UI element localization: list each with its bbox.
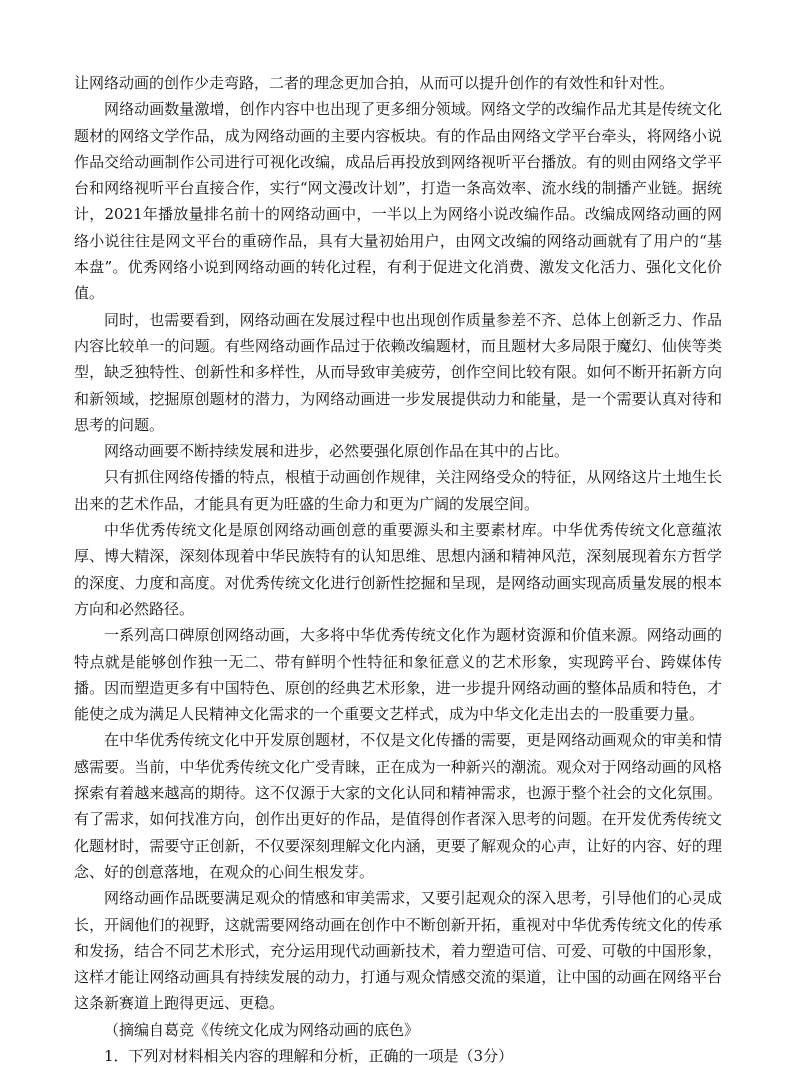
question-1: 1．下列对材料相关内容的理解和分析，正确的一项是（3分） <box>104 1046 514 1065</box>
paragraph: 网络动画数量激增，创作内容中也出现了更多细分领域。网络文学的改编作品尤其是传统文化题材的网络文学作品，成为网络动画的主要内容板块。有的作品由网络文学平台牵头，将网络小说作品交给动画制作公司进行可视化改编，成品后再投放到网络视听平台播放。有的则由网络文学平台和网络视听平台直接合作，实行“网文漫改计划”，打造一条高效率、流水线的制播产业链。据统计，2021年播放量排名前十的网络动画中，一半以上为网络小说改编作品。改编成网络动画的网络小说往往是网文平台的重磅作品，具有大量初始用户，由网文改编的网络动画就有了用户的“基本盘”。优秀网络小说到网络动画的转化过程，有利于促进文化消费、激发文化活力、强化文化价值。 <box>74 100 722 303</box>
paragraph: 只有抓住网络传播的特点，根植于动画创作规律，关注网络受众的特征，从网络这片土地生长出来的艺术作品，才能具有更为旺盛的生命力和更为广阔的发展空间。 <box>74 468 722 513</box>
article-body <box>74 70 722 1069</box>
paragraph: 中华优秀传统文化是原创网络动画创意的重要源头和主要素材库。中华优秀传统文化意蕴浓厚、博大精深，深刻体现着中华民族特有的认知思维、思想内涵和精神风范，深刻展现着东方哲学的深度、力度和高度。对优秀传统文化进行创新性挖掘和呈现，是网络动画实现高质量发展的根本方向和必然路径。 <box>74 521 722 618</box>
paragraph: 一系列高口碑原创网络动画，大多将中华优秀传统文化作为题材资源和价值来源。网络动画的特点就是能够创作独一无二、带有鲜明个性特征和象征意义的艺术形象，实现跨平台、跨媒体传播。因而塑造更多有中国特色、原创的经典艺术形象，进一步提升网络动画的整体品质和特色，才能使之成为满足人民精神文化需求的一个重要文艺样式，成为中华文化走出去的一股重要力量。 <box>74 626 722 724</box>
paragraph: 同时，也需要看到，网络动画在发展过程中也出现创作质量参差不齐、总体上创新乏力、作品内容比较单一的问题。有些网络动画作品过于依赖改编题材，而且题材大多局限于魔幻、仙侠等类型，缺乏独特性、创新性和多样性，从而导致审美疲劳，创作空间比较有限。如何不断开拓新方向和新领域，挖掘原创题材的潜力，为网络动画进一步发展提供动力和能量，是一个需要认真对待和思考的问题。 <box>74 310 722 434</box>
source-citation: （摘编自葛竞《传统文化成为网络动画的底色》 <box>104 1020 420 1039</box>
paragraph: 网络动画要不断持续发展和进步，必然要强化原创作品在其中的占比。 <box>104 442 570 461</box>
paragraph-continued: 让网络动画的创作少走弯路，二者的理念更加合拍，从而可以提升创作的有效性和针对性。 <box>74 74 675 92</box>
paragraph: 在中华优秀传统文化中开发原创题材，不仅是文化传播的需要，更是网络动画观众的审美和情感需要。当前，中华优秀传统文化广受青睐，正在成为一种新兴的潮流。观众对于网络动画的风格探索有着越来越高的期待。这不仅源于大家的文化认同和精神需求，也源于整个社会的文化氛围。有了需求，如何找准方向，创作出更好的作品，是值得创作者深入思考的问题。在开发优秀传统文化题材时，需要守正创新，不仅要深刻理解文化内涵，更要了解观众的心声，让好的内容、好的理念、好的创意落地，在观众的心间生根发芽。 <box>74 731 722 881</box>
paragraph: 网络动画作品既要满足观众的情感和审美需求，又要引起观众的深入思考，引导他们的心灵成长，开阔他们的视野，这就需要网络动画在创作中不断创新开拓，重视对中华优秀传统文化的传承和发扬，结合不同艺术形式，充分运用现代动画新技术，着力塑造可信、可爱、可敬的中国形象，这样才能让网络动画具有持续发展的动力，打通与观众情感交流的渠道，让中国的动画在网络平台这条新赛道上跑得更远、更稳。 <box>74 889 722 1013</box>
